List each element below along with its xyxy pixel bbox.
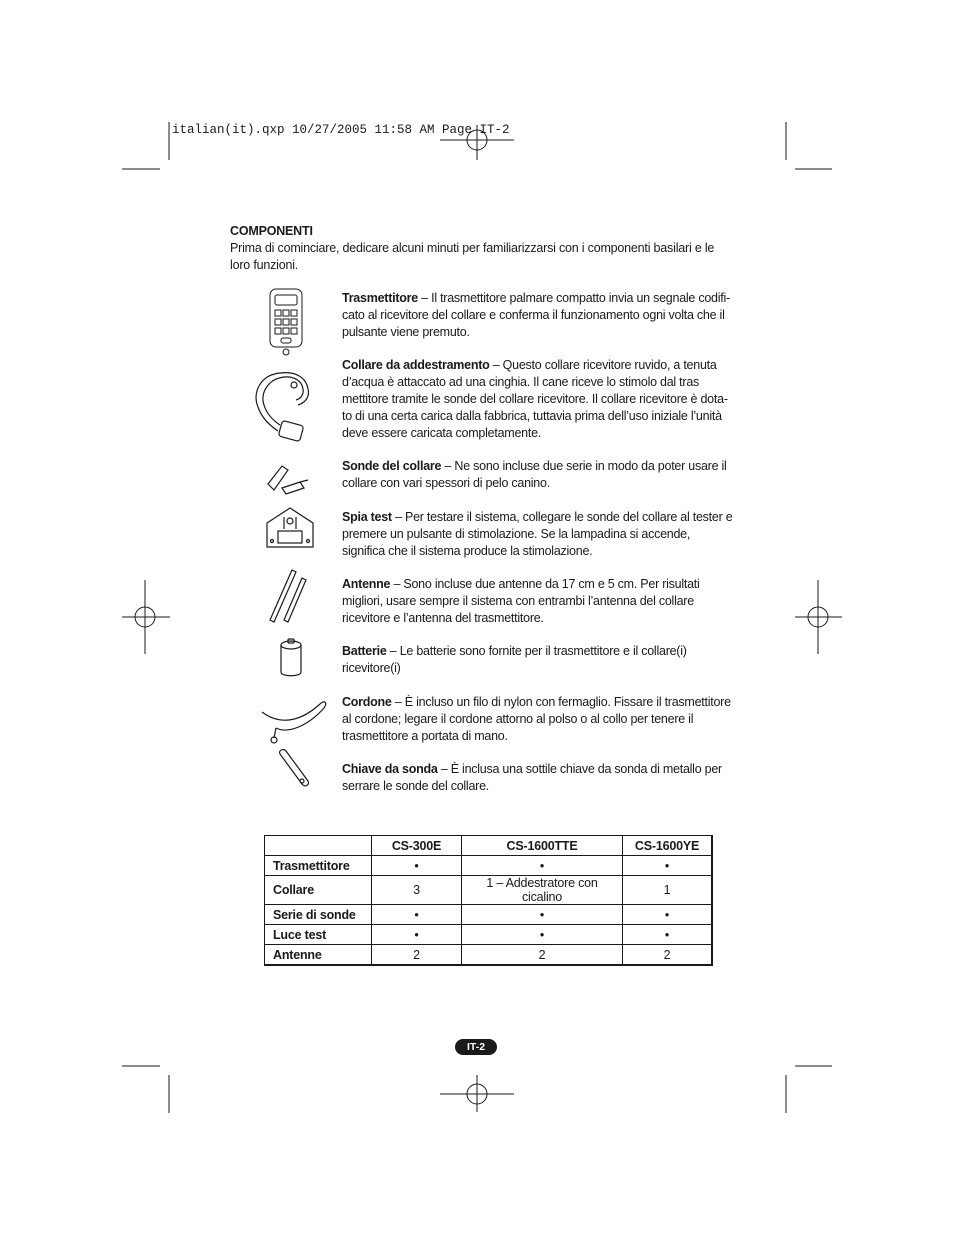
section-heading: COMPONENTI xyxy=(230,224,313,238)
table-header-cell: CS-1600YE xyxy=(623,836,713,856)
component-batteries xyxy=(342,643,734,677)
section-intro: Prima di cominciare, dedicare alcuni minuti per familiarizzarsi con i componenti basilari e le loro funzioni. xyxy=(230,241,715,272)
model-comparison-table xyxy=(264,835,713,966)
table-row xyxy=(265,925,713,945)
component-title: Spia test xyxy=(342,510,392,524)
component-title: Collare da addestramento xyxy=(342,358,490,372)
table-row-label: Antenne xyxy=(265,945,372,966)
antennas-icon xyxy=(266,568,310,626)
component-text: – Per testare il sistema, collegare le sonde del collare al tester e premere un pulsante di stimolazione. Se la lampadina si accende, significa che il sistema produce la stimolazione. xyxy=(342,510,733,558)
table-row-label: Luce test xyxy=(265,925,372,945)
table-row xyxy=(265,876,713,905)
component-text: – È inclusa una sottile chiave da sonda di metallo per serrare le sonde del collare. xyxy=(342,762,722,793)
component-antennas xyxy=(342,576,734,627)
table-cell: • xyxy=(372,856,462,876)
component-probe-key xyxy=(342,761,734,795)
table-row xyxy=(265,856,713,876)
table-header-row xyxy=(265,836,713,856)
collar-icon xyxy=(250,365,320,445)
component-title: Chiave da sonda xyxy=(342,762,438,776)
table-cell: 2 xyxy=(623,945,713,966)
table-cell: 1 – Addestratore con cicalino xyxy=(462,876,623,905)
table-header-cell: CS-1600TTE xyxy=(462,836,623,856)
table-cell: • xyxy=(462,905,623,925)
table-row xyxy=(265,945,713,966)
component-title: Batterie xyxy=(342,644,387,658)
component-text: – Il trasmettitore palmare compatto invia un segnale codifi-cato al ricevitore del collare e conferma il funzionamento ogni volta che il pulsante viene premuto. xyxy=(342,291,730,339)
table-row xyxy=(265,905,713,925)
table-cell: • xyxy=(372,905,462,925)
table-cell: • xyxy=(623,905,713,925)
component-title: Sonde del collare xyxy=(342,459,442,473)
test-light-icon xyxy=(264,505,316,551)
component-text: – Questo collare ricevitore ruvido, a tenuta d’acqua è attaccato ad una cinghia. Il cane riceve lo stimolo dal tras mettitore tramite le sonde del collare ricevitore. Il collare ricevitore è dota-to di una certa carica dalla fabbrica, tuttavia prima dell’uso iniziale l’unità deve essere caricata completamente. xyxy=(342,358,728,440)
table-row-label: Trasmettitore xyxy=(265,856,372,876)
component-probes xyxy=(342,458,734,492)
table-header-cell: CS-300E xyxy=(372,836,462,856)
component-text: – Le batterie sono fornite per il trasmettitore e il collare(i) ricevitore(i) xyxy=(342,644,687,675)
battery-icon xyxy=(278,638,304,680)
table-cell: 3 xyxy=(372,876,462,905)
probe-key-icon xyxy=(274,748,314,792)
table-cell: 2 xyxy=(372,945,462,966)
table-header-cell xyxy=(265,836,372,856)
table-row-label: Collare xyxy=(265,876,372,905)
component-text: – Sono incluse due antenne da 17 cm e 5 cm. Per risultati migliori, usare sempre il sistema con entrambi l’antenna del collare ricevitore e l’antenna del trasmettitore. xyxy=(342,577,700,625)
component-collar xyxy=(342,357,734,442)
probes-icon xyxy=(262,460,312,496)
table-cell: • xyxy=(372,925,462,945)
component-transmitter xyxy=(342,290,734,341)
component-lanyard xyxy=(342,694,734,745)
page-number-badge: IT-2 xyxy=(455,1039,497,1055)
table-cell: • xyxy=(462,925,623,945)
table-cell: • xyxy=(462,856,623,876)
table-row-label: Serie di sonde xyxy=(265,905,372,925)
component-text: – È incluso un filo di nylon con fermaglio. Fissare il trasmettitore al cordone; legare il cordone attorno al polso o al collo per tenere il trasmettitore a portata di mano. xyxy=(342,695,731,743)
component-title: Antenne xyxy=(342,577,391,591)
component-title: Trasmettitore xyxy=(342,291,418,305)
table-cell: • xyxy=(623,856,713,876)
component-title: Cordone xyxy=(342,695,392,709)
component-text: – Ne sono incluse due serie in modo da poter usare il collare con vari spessori di pelo canino. xyxy=(342,459,727,490)
table-cell: 2 xyxy=(462,945,623,966)
component-test-light xyxy=(342,509,734,560)
table-cell: • xyxy=(623,925,713,945)
file-slug: italian(it).qxp 10/27/2005 11:58 AM Page IT-2 xyxy=(172,123,510,137)
lanyard-icon xyxy=(258,694,330,744)
transmitter-icon xyxy=(266,286,306,356)
table-cell: 1 xyxy=(623,876,713,905)
